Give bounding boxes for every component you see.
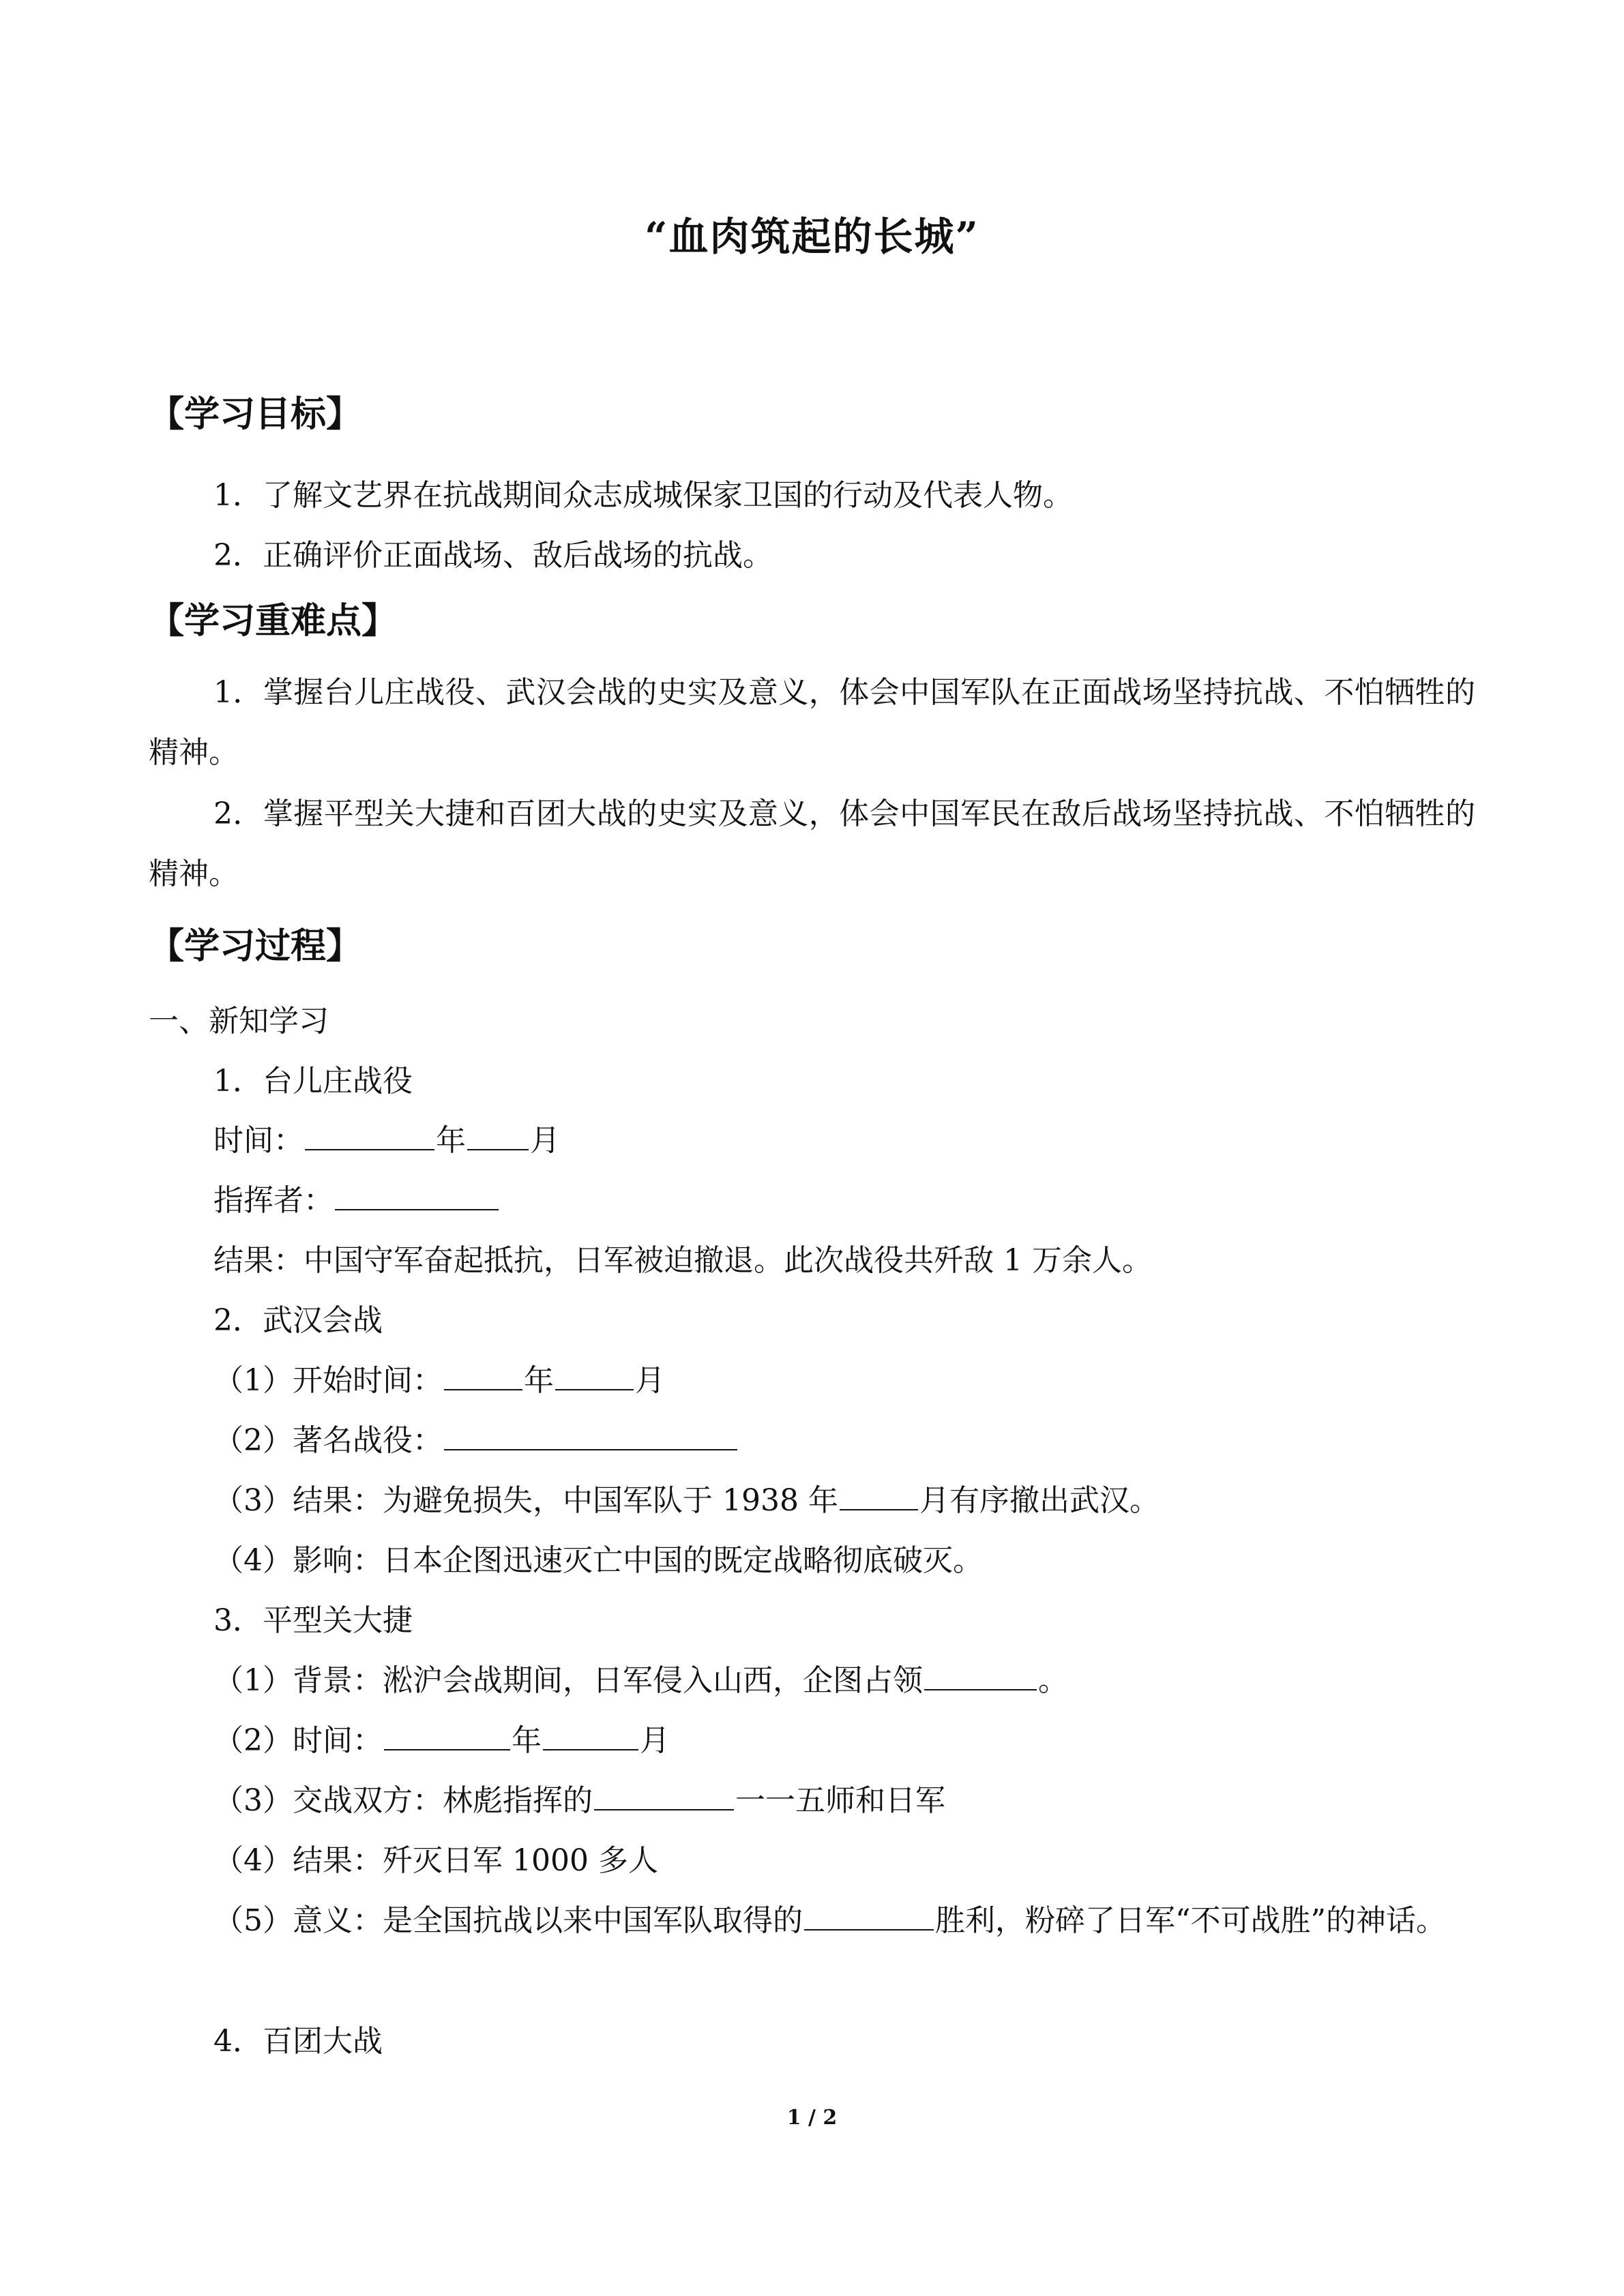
blank-month[interactable] <box>840 1480 918 1510</box>
blank-army[interactable] <box>594 1780 734 1810</box>
blank-year[interactable] <box>384 1720 510 1750</box>
wuhan-result: （3）结果：为避免损失，中国军队于 1938 年 月有序撤出武汉。 <box>213 1480 1160 1521</box>
pingxingguan-background: （1）背景：淞沪会战期间，日军侵入山西，企图占领 。 <box>213 1660 1068 1701</box>
blank-victory[interactable] <box>804 1900 934 1930</box>
key-point-2: 2．掌握平型关大捷和百团大战的史实及意义，体会中国军民在敌后战场坚持抗战、不怕牺牲的精神。 <box>149 796 1475 891</box>
taierzhuang-commander: 指挥者： <box>213 1180 500 1221</box>
wuhan-famous-battle: （2）著名战役： <box>213 1420 739 1461</box>
heading-learning-process: 【学习过程】 <box>149 926 362 967</box>
part-new-knowledge: 一、新知学习 <box>149 1004 329 1039</box>
page-title: “血肉筑起的长城” <box>645 213 979 260</box>
blank-target[interactable] <box>924 1660 1037 1690</box>
topic-hundred-regiments: 4．百团大战 <box>213 2024 383 2059</box>
topic-pingxingguan: 3．平型关大捷 <box>213 1603 413 1638</box>
key-point-1: 1．掌握台儿庄战役、武汉会战的史实及意义，体会中国军队在正面战场坚持抗战、不怕牺牲的精神。 <box>149 675 1475 770</box>
goal-item-1: 1．了解文艺界在抗战期间众志成城保家卫国的行动及代表人物。 <box>213 478 1073 513</box>
heading-learning-goals: 【学习目标】 <box>149 394 362 435</box>
goal-item-2: 2．正确评价正面战场、敌后战场的抗战。 <box>213 538 773 573</box>
blank-month[interactable] <box>555 1360 634 1390</box>
wuhan-start-time: （1）开始时间： 年 月 <box>213 1360 665 1401</box>
taierzhuang-time: 时间： 年 月 <box>213 1120 560 1161</box>
blank-battle[interactable] <box>444 1420 737 1450</box>
taierzhuang-result: 结果：中国守军奋起抵抗，日军被迫撤退。此次战役共歼敌 1 万余人。 <box>213 1243 1152 1278</box>
blank-commander[interactable] <box>335 1180 499 1210</box>
heading-key-points: 【学习重难点】 <box>149 601 398 642</box>
pingxingguan-sides: （3）交战双方：林彪指挥的 一一五师和日军 <box>213 1780 945 1821</box>
blank-month[interactable] <box>467 1120 529 1150</box>
blank-month[interactable] <box>543 1720 638 1750</box>
blank-year[interactable] <box>444 1360 522 1390</box>
pingxingguan-result: （4）结果：歼灭日军 1000 多人 <box>213 1843 658 1878</box>
page-number: 1 / 2 <box>786 2106 838 2130</box>
blank-year[interactable] <box>305 1120 434 1150</box>
topic-taierzhuang: 1．台儿庄战役 <box>213 1064 413 1099</box>
pingxingguan-time: （2）时间： 年 月 <box>213 1720 670 1761</box>
pingxingguan-meaning: （5）意义：是全国抗战以来中国军队取得的 胜利，粉碎了日军“不可战胜”的神话。 <box>149 1891 1475 1951</box>
wuhan-impact: （4）影响：日本企图迅速灭亡中国的既定战略彻底破灭。 <box>213 1543 983 1578</box>
topic-wuhan: 2．武汉会战 <box>213 1303 383 1338</box>
